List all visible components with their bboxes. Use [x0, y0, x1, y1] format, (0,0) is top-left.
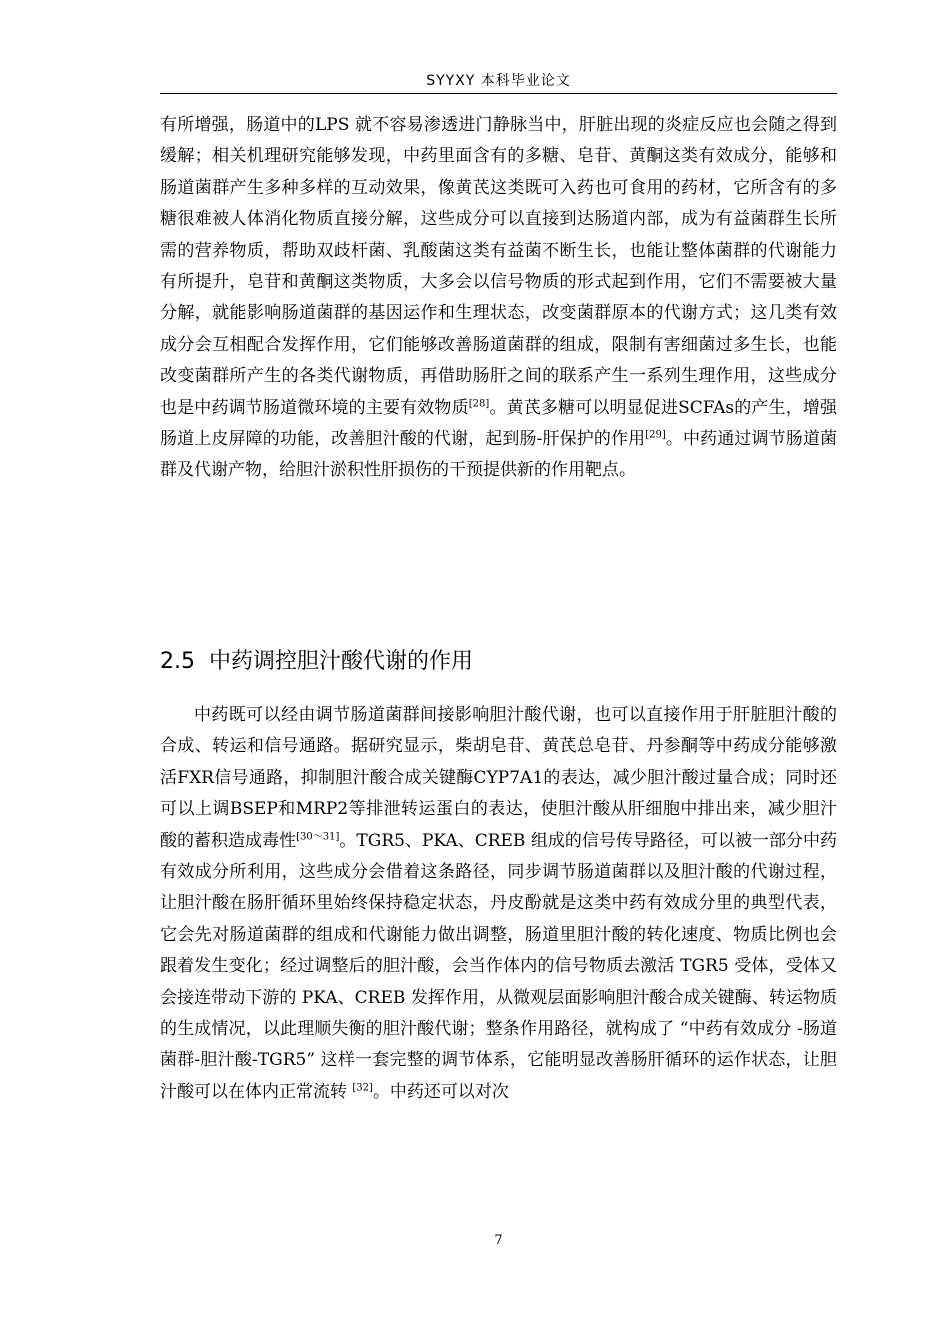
body-paragraph-2 [160, 700, 837, 1108]
citation-32: [32] [352, 1082, 373, 1094]
page-number: 7 [494, 1233, 503, 1248]
paragraph-text: 。中药还可以对次 [372, 1081, 509, 1102]
paragraph-text: 。黄芪多糖可以明显促进SCFAs的产生，增强肠道上皮屏障的功能，改善胆汁酸的代谢，起到肠-肝保护的作用 [160, 397, 837, 450]
paragraph-text: 。TGR5、PKA、CREB 组成的信号传导路径，可以被一部分中药有效成分所利用，这些成分会借着这条路径，同步调节肠道菌群以及胆汁酸的代谢过程，让胆汁酸在肠肝循环里始终保持稳定状态，丹皮酚就是这类中药有效成分里的典型代表，它会先对肠道菌群的组成和代谢能力做出调整，肠道里胆汁酸的转化速度、物质比例也会跟着发生变化；经过调整后的胆汁酸，会当作体内的信号物质去激活 TGR5 受体，受体又会接连带动下游的 PKA、CREB 发挥作用，从微观层面影响胆汁酸合成关键酶、转运物质的生成情况，以此理顺失衡的胆汁酸代谢；整条作用路径，就构成了 “中药有效成分 -肠道菌群-胆汁酸-TGR5” 这样一套完整的调节体系，它能明显改善肠肝循环的运作状态，让胆汁酸可以在体内正常流转 [160, 830, 838, 1102]
header-rule [160, 93, 837, 94]
section-heading [160, 645, 837, 681]
paragraph-text: 中药既可以经由调节肠道菌群间接影响胆汁酸代谢，也可以直接作用于肝脏胆汁酸的合成、转运和信号通路。据研究显示，柴胡皂苷、黄芪总皂苷、丹参酮等中药成分能够激活FXR信号通路，抑制胆汁酸合成关键酶CYP7A1的表达，减少胆汁酸过量合成；同时还可以上调BSEP和MRP2等排泄转运蛋白的表达，使胆汁酸从肝细胞中排出来，减少胆汁酸的蓄积造成毒性 [160, 705, 837, 851]
citation-28: [28] [468, 398, 490, 409]
section-number: 2.5 [160, 649, 195, 674]
citation-30-31: [30～31] [296, 830, 340, 842]
running-header: SYYXY 本科毕业论文 [426, 73, 571, 89]
paragraph-text: 有所增强，肠道中的LPS 就不容易渗透进门静脉当中，肝脏出现的炎症反应也会随之得到缓解；相关机理研究能够发现，中药里面含有的多糖、皂苷、黄酮这类有效成分，能够和肠道菌群产生多种多样的互动效果，像黄芪这类既可入药也可食用的药材，它所含有的多糖很难被人体消化物质直接分解，这些成分可以直接到达肠道内部，成为有益菌群生长所需的营养物质，帮助双歧杆菌、乳酸菌这类有益菌不断生长，也能让整体菌群的代谢能力有所提升，皂苷和黄酮这类物质，大多会以信号物质的形式起到作用，它们不需要被大量分解，就能影响肠道菌群的基因运作和生理状态，改变菌群原本的代谢方式；这几类有效成分会互相配合发挥作用，它们能够改善肠道菌群的组成，限制有害细菌过多生长，也能改变菌群所产生的各类代谢物质，再借助肠肝之间的联系产生一系列生理作用，这些成分也是中药调节肠道微环境的主要有效物质 [160, 115, 837, 418]
paragraph-text: 。中药通过调节肠道菌群及代谢产物，给胆汁淤积性肝损伤的干预提供新的作用靶点。 [160, 429, 838, 481]
body-paragraph-1 [160, 110, 837, 487]
citation-29: [29] [645, 429, 666, 441]
section-title: 中药调控胆汁酸代谢的作用 [209, 649, 474, 674]
